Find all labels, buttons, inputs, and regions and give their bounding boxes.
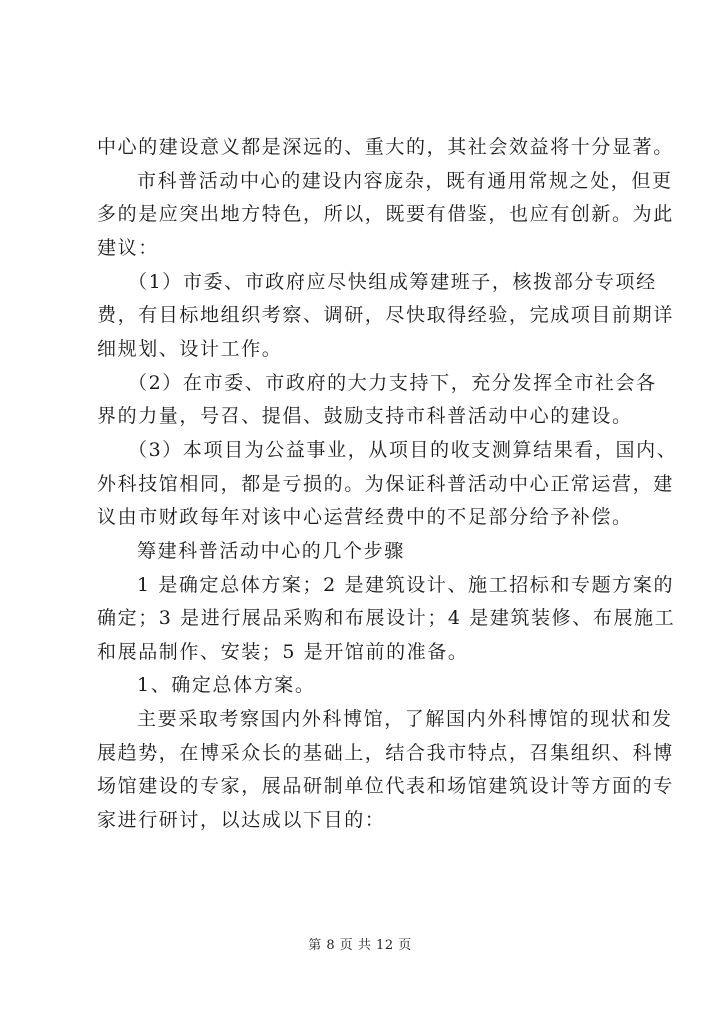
text-line: （1）市委、市政府应尽快组成筹建班子，核拨部分专项经: [128, 271, 657, 293]
text-line: 市科普活动中心的建设内容庞杂，既有通用常规之处，但更: [137, 170, 673, 192]
subsection-heading: 1、确定总体方案。: [137, 674, 316, 696]
text-line: 费，有目标地组织考察、调研，尽快取得经验，完成项目前期详: [97, 304, 674, 326]
text-line: 议由市财政每年对该中心运营经费中的不足部分给予补偿。: [97, 506, 633, 528]
text-line: 多的是应突出地方特色，所以，既要有借鉴，也应有创新。为此: [97, 203, 674, 225]
text-line: 外科技馆相同，都是亏损的。为保证科普活动中心正常运营，建: [97, 473, 674, 495]
page-number-footer: 第 8 页 共 12 页: [308, 938, 412, 953]
text-line: 主要采取考察国内外科博馆，了解国内外科博馆的现状和发: [137, 708, 673, 730]
text-line: 家进行研讨，以达成以下目的：: [97, 809, 386, 831]
text-line: （2）在市委、市政府的大力支持下，充分发挥全市社会各: [128, 372, 657, 394]
text-line: 建议：: [97, 237, 159, 259]
text-line: 界的力量，号召、提倡、鼓励支持市科普活动中心的建设。: [97, 405, 633, 427]
text-line: 1 是确定总体方案；2 是建筑设计、施工招标和专题方案的: [137, 574, 675, 596]
text-line: 和展品制作、安装；5 是开馆前的准备。: [97, 641, 469, 663]
text-line: 展趋势，在博采众长的基础上，结合我市特点，召集组织、科博: [97, 742, 674, 764]
text-line: 中心的建设意义都是深远的、重大的，其社会效益将十分显著。: [97, 136, 674, 158]
text-line: （3）本项目为公益事业，从项目的收支测算结果看，国内、: [128, 439, 678, 461]
text-line: 场馆建设的专家，展品研制单位代表和场馆建筑设计等方面的专: [97, 775, 674, 797]
section-heading: 筹建科普活动中心的几个步骤: [137, 540, 405, 562]
text-line: 确定；3 是进行展品采购和布展设计；4 是建筑装修、布展施工: [97, 607, 676, 629]
text-line: 细规划、设计工作。: [97, 338, 283, 360]
